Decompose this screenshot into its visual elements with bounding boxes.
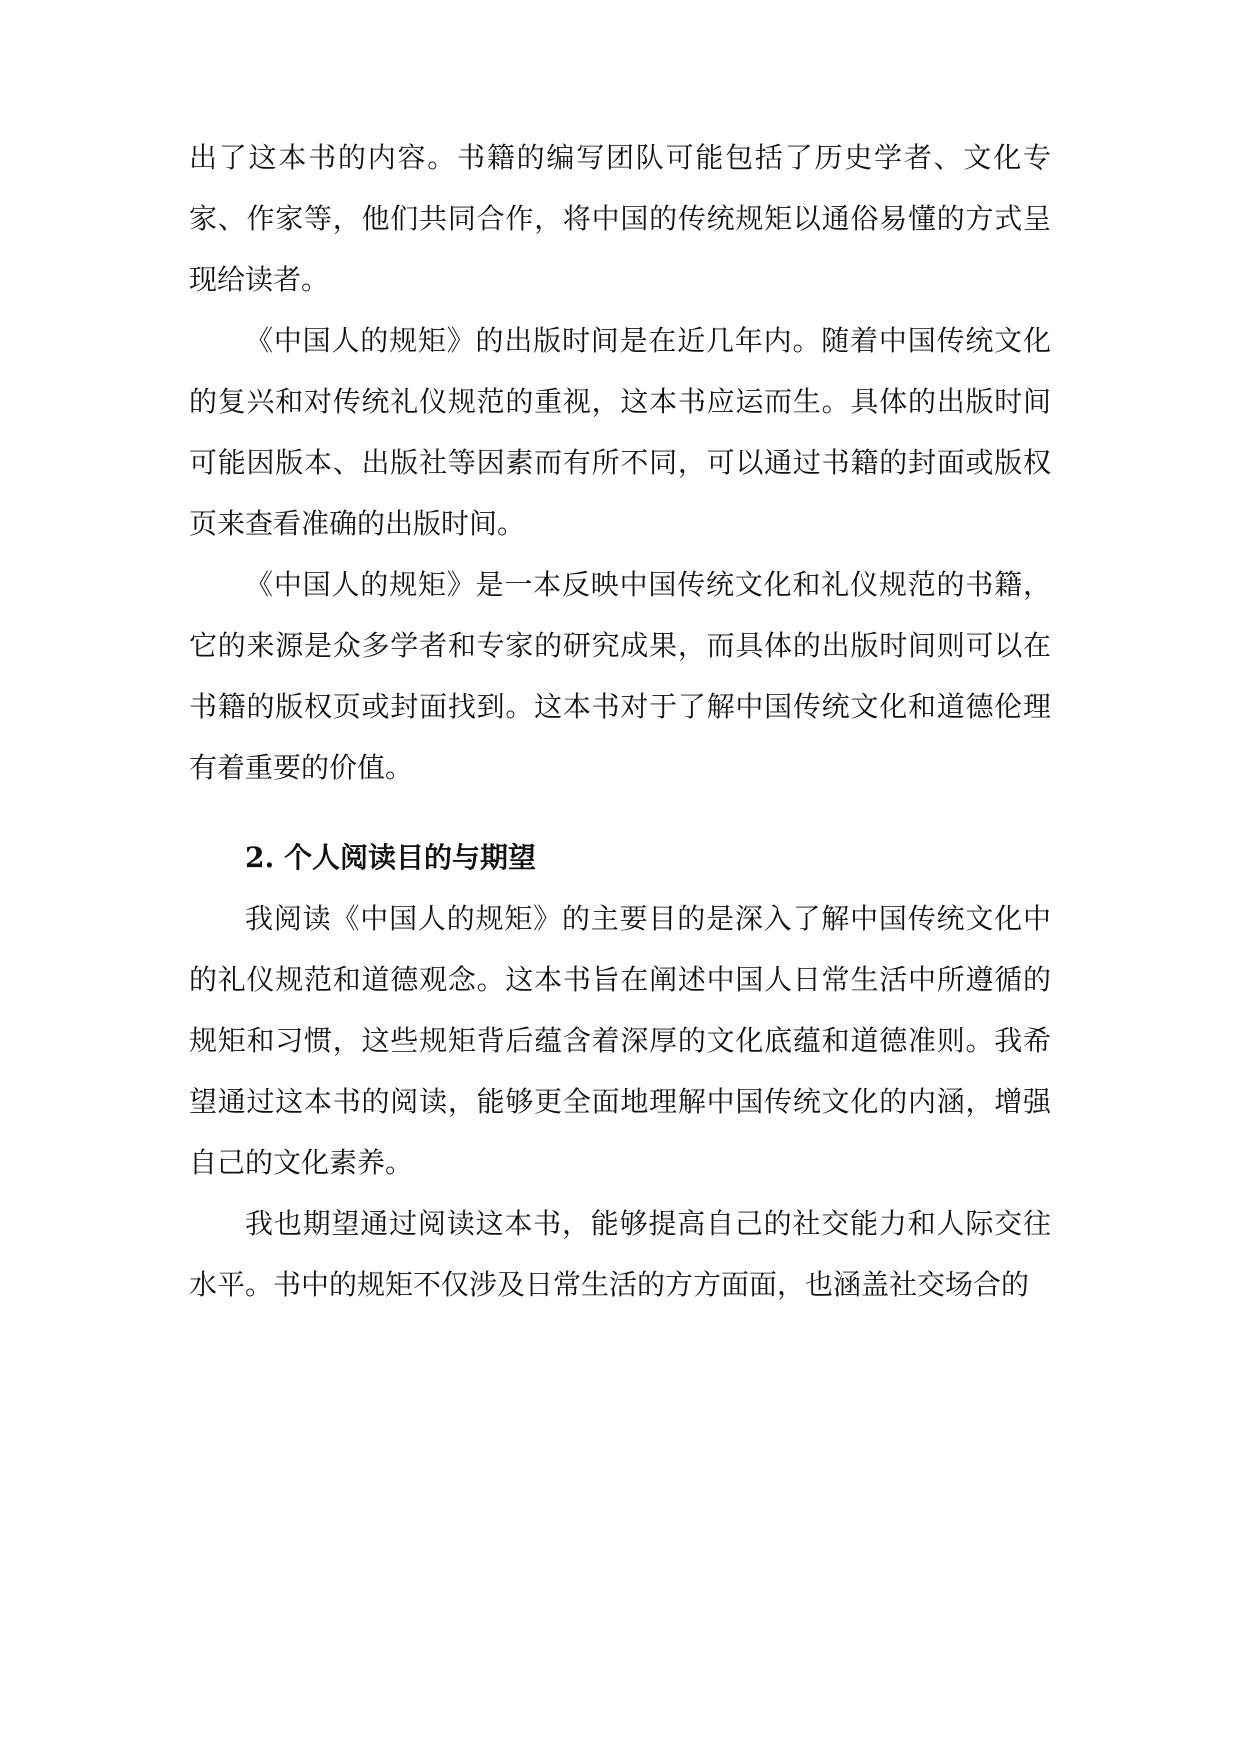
paragraph-summary: 《中国人的规矩》是一本反映中国传统文化和礼仪规范的书籍，它的来源是众多学者和专家的研究成果，而具体的出版时间则可以在书籍的版权页或封面找到。这本书对于了解中国传统文化和道德伦理有着重要的价值。 — [189, 568, 1051, 784]
document-body — [189, 127, 1051, 1315]
paragraph-expectation: 我也期望通过阅读这本书，能够提高自己的社交能力和人际交往水平。书中的规矩不仅涉及日常生活的方方面面，也涵盖社交场合的 — [189, 1207, 1051, 1301]
paragraph-reading-purpose: 我阅读《中国人的规矩》的主要目的是深入了解中国传统文化中的礼仪规范和道德观念。这本书旨在阐述中国人日常生活中所遵循的规矩和习惯，这些规矩背后蕴含着深厚的文化底蕴和道德准则。我希望通过这本书的阅读，能够更全面地理解中国传统文化的内涵，增强自己的文化素养。 — [189, 902, 1051, 1179]
paragraph-publication-time: 《中国人的规矩》的出版时间是在近几年内。随着中国传统文化的复兴和对传统礼仪规范的重视，这本书应运而生。具体的出版时间可能因版本、出版社等因素而有所不同，可以通过书籍的封面或版权页来查看准确的出版时间。 — [189, 324, 1051, 540]
section-heading: 2. 个人阅读目的与期望 — [245, 841, 536, 874]
paragraph-continuation: 出了这本书的内容。书籍的编写团队可能包括了历史学者、文化专家、作家等，他们共同合作，将中国的传统规矩以通俗易懂的方式呈现给读者。 — [189, 141, 1051, 296]
